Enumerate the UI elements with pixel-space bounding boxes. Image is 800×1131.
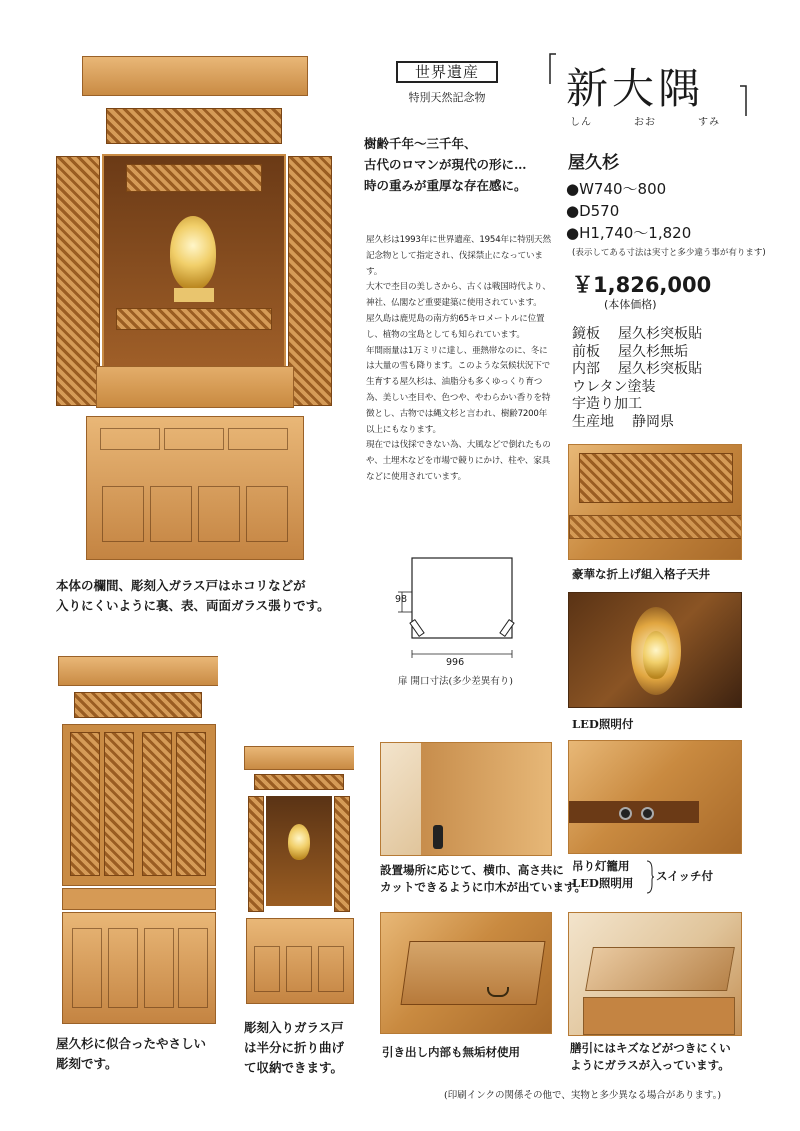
body-paragraph: 大木で杢目の美しさから、古くは戦国時代より、神社、仏閣など重要建築に使用されています。 bbox=[366, 282, 551, 309]
folded-transom bbox=[254, 774, 344, 790]
tray-photo bbox=[568, 912, 742, 1036]
led-caption: LED照明付 bbox=[572, 717, 634, 731]
caption-line: 設置場所に応じて、横巾、高さ共に bbox=[380, 863, 564, 877]
open-drawer bbox=[401, 941, 546, 1005]
caption-line: カットできるように巾木が出ています。 bbox=[380, 880, 586, 894]
led-light bbox=[641, 807, 654, 820]
dimension-depth: ●D570 bbox=[566, 202, 620, 220]
caption-line: 膳引にはキズなどがつきにくい bbox=[570, 1041, 731, 1055]
price-note: (本体価格) bbox=[604, 298, 657, 311]
dimension-width: ●W740～800 bbox=[566, 180, 667, 198]
spec-key: 鏡板 bbox=[572, 326, 600, 342]
caption-line: 屋久杉に似合ったやさしい bbox=[56, 1036, 207, 1051]
body-paragraph: 屋久杉は1993年に世界遺産、1954年に特別天然記念物として指定され、伐採禁止になっています。 bbox=[366, 235, 551, 277]
left-door bbox=[56, 156, 100, 406]
folding-caption bbox=[244, 1018, 344, 1078]
spec-row bbox=[572, 379, 702, 397]
print-disclaimer: (印刷インクの関係その他で、実物と多少異なる場合があります。) bbox=[444, 1090, 722, 1101]
spec-row bbox=[572, 361, 702, 379]
spec-key: 内部 bbox=[572, 361, 600, 377]
ruby-text: すみ bbox=[698, 117, 720, 128]
carved-door bbox=[142, 732, 172, 876]
body-paragraph: 年間雨量は1万ミリに達し、亜熱帯なのに、冬には大量の雪も降ります。このような気候状況下で生育する屋久杉は、油脂分も多くゆっくり育つ為、美しい杢目や、色つや、やわらかい香りを特徴とし、古物では縄文杉と言われ、樹齢7200年以上にもなります。 bbox=[366, 345, 551, 435]
opening-outline bbox=[412, 558, 512, 638]
tray-caption bbox=[570, 1040, 731, 1074]
glass-tray bbox=[585, 947, 735, 991]
altar-inner-canopy bbox=[126, 164, 262, 192]
lower-panel bbox=[164, 428, 224, 450]
led-lit-statue bbox=[643, 631, 669, 679]
cable bbox=[433, 825, 443, 849]
altar-lower-carving bbox=[116, 308, 272, 330]
caption-line: 彫刻入りガラス戸 bbox=[244, 1020, 344, 1035]
folded-doors-photo bbox=[244, 746, 354, 1004]
lattice-ceiling bbox=[579, 453, 733, 503]
dimensions bbox=[566, 178, 691, 244]
tagline-line: 古代のロマンが現代の形に… bbox=[364, 157, 527, 172]
folded-statue bbox=[288, 824, 310, 860]
drawer-photo bbox=[380, 912, 552, 1034]
base-panel bbox=[198, 486, 240, 542]
ceiling-caption: 豪華な折上げ組入格子天井 bbox=[572, 567, 710, 581]
tagline-line: 樹齢千年～三千年、 bbox=[364, 136, 477, 151]
ceiling-frieze bbox=[569, 515, 742, 539]
world-heritage-badge: 世界遺産 bbox=[396, 61, 498, 83]
diagram-caption: 扉 開口寸法(多少差異有り) bbox=[398, 676, 513, 687]
base-caption bbox=[380, 862, 586, 896]
product-name-ruby bbox=[570, 113, 720, 128]
lower-panel bbox=[228, 428, 288, 450]
badge-subtitle: 特別天然記念物 bbox=[408, 91, 486, 104]
switch-caption: スイッチ付 bbox=[656, 869, 714, 883]
caption-line: 本体の欄間、彫刻入ガラス戸はホコリなどが bbox=[56, 578, 306, 593]
closed-transom bbox=[74, 692, 202, 718]
led-light bbox=[619, 807, 632, 820]
ruby-text: しん bbox=[570, 117, 592, 128]
spec-row bbox=[572, 344, 702, 362]
tagline-line: 時の重みが重厚な存在感に。 bbox=[364, 178, 527, 193]
price: ￥1,826,000 bbox=[572, 273, 712, 297]
product-name: 新大隅 bbox=[566, 64, 705, 113]
body-paragraph: 屋久島は鹿児島の南方約65キロメートルに位置し、植物の宝島としても知られています。 bbox=[366, 313, 545, 340]
led-photo bbox=[568, 592, 742, 708]
closed-altar-photo bbox=[58, 656, 218, 1026]
tagline bbox=[364, 133, 564, 196]
dimensions-note: (表示してある寸法は実寸と多少違う事が有ります) bbox=[572, 248, 766, 258]
base-cabinet bbox=[583, 997, 735, 1035]
spec-value: ウレタン塗装 bbox=[572, 378, 656, 395]
base-cut-photo bbox=[380, 742, 552, 856]
yakusugi-description bbox=[366, 233, 554, 486]
folded-door bbox=[334, 796, 350, 912]
closed-roof bbox=[58, 656, 218, 686]
spec-key: 前板 bbox=[572, 343, 600, 360]
spec-value: 屋久杉突板貼 bbox=[618, 361, 702, 377]
spec-value: 宇造り加工 bbox=[572, 396, 642, 412]
base-panel bbox=[254, 946, 280, 992]
diagram-height-label: 98 bbox=[395, 594, 408, 605]
body-paragraph: 現在では伐採できない為、大風などで倒れたものや、土埋木などを市場で競りにかけ、柱や、家具などに使用されています。 bbox=[366, 440, 551, 482]
spec-key: 生産地 bbox=[572, 413, 614, 430]
door-opening-diagram bbox=[392, 554, 532, 690]
altar-roof bbox=[82, 56, 308, 96]
spec-value: 屋久杉突板貼 bbox=[618, 326, 702, 342]
diagram-width-label: 996 bbox=[446, 657, 465, 668]
ceiling-photo bbox=[568, 444, 742, 560]
base-panel bbox=[178, 928, 208, 1008]
right-door bbox=[288, 156, 332, 406]
closed-drawer-row bbox=[62, 888, 216, 910]
base-panel bbox=[144, 928, 174, 1008]
drawer-caption: 引き出し内部も無垢材使用 bbox=[382, 1045, 520, 1059]
base-panel bbox=[286, 946, 312, 992]
caption-line: 吊り灯籠用 bbox=[572, 859, 630, 873]
altar-drawer-row bbox=[96, 366, 294, 408]
wood-type: 屋久杉 bbox=[568, 153, 619, 173]
spec-row bbox=[572, 414, 702, 432]
folded-door bbox=[248, 796, 264, 912]
caption-line: LED照明用 bbox=[572, 876, 634, 890]
carved-door bbox=[70, 732, 100, 876]
switch-bracket bbox=[646, 860, 654, 894]
lamp-photo bbox=[568, 740, 742, 854]
base-panel bbox=[102, 486, 144, 542]
buddha-pedestal bbox=[174, 288, 214, 302]
main-altar-photo bbox=[56, 56, 332, 566]
carved-door bbox=[176, 732, 206, 876]
base-panel bbox=[150, 486, 192, 542]
carved-door bbox=[104, 732, 134, 876]
closed-caption bbox=[56, 1034, 206, 1074]
caption-line: ようにガラスが入っています。 bbox=[570, 1058, 730, 1072]
shelf-underside bbox=[569, 801, 699, 823]
base-panel bbox=[246, 486, 288, 542]
spec-row bbox=[572, 326, 702, 344]
caption-line: 彫刻です。 bbox=[56, 1056, 118, 1071]
main-caption bbox=[56, 576, 356, 616]
spec-list bbox=[572, 326, 702, 431]
spec-value: 屋久杉無垢 bbox=[618, 343, 688, 360]
base-panel bbox=[318, 946, 344, 992]
ruby-text: おお bbox=[634, 117, 656, 128]
caption-line: 入りにくいように裏、表、両面ガラス張りです。 bbox=[56, 598, 330, 613]
buddha-statue bbox=[170, 216, 216, 290]
spec-value: 静岡県 bbox=[632, 413, 674, 430]
dimension-height: ●H1,740～1,820 bbox=[566, 224, 692, 242]
base-panel bbox=[72, 928, 102, 1008]
altar-transom-carving bbox=[106, 108, 282, 144]
spec-row bbox=[572, 396, 702, 414]
caption-line: て収納できます。 bbox=[244, 1060, 344, 1075]
base-panel bbox=[108, 928, 138, 1008]
lower-panel bbox=[100, 428, 160, 450]
folded-roof bbox=[244, 746, 354, 770]
caption-line: は半分に折り曲げ bbox=[244, 1040, 345, 1055]
